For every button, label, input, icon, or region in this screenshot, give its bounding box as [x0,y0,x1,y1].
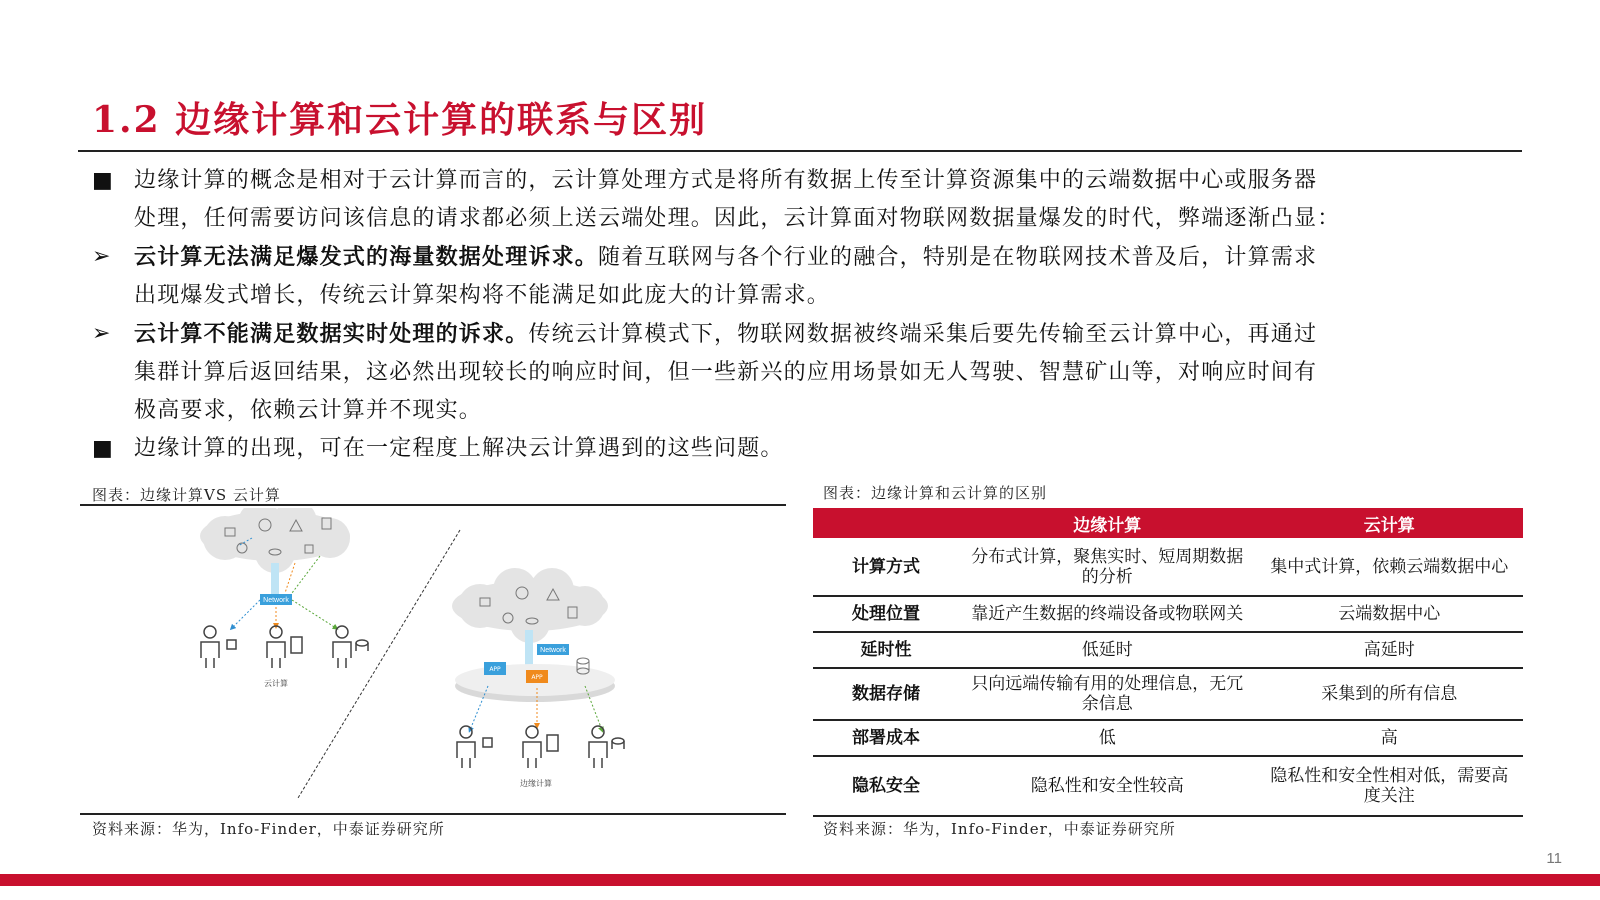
left-figure-top-rule [80,504,786,506]
worker-icons [457,726,624,768]
square-bullet-icon: ■ [92,436,114,461]
edge-computing-scene [452,568,624,788]
table-cell: 分布式计算，聚焦实时、短周期数据的分析 [959,538,1256,596]
row-header: 处理位置 [813,596,959,632]
footer-accent-bar [0,874,1600,886]
network-label: Network [263,597,289,604]
table-row [813,632,1523,668]
table-cell: 隐私性和安全性较高 [959,756,1256,816]
paragraph-line: 边缘计算的出现，可在一定程度上解决云计算遇到的这些问题。 [134,436,784,461]
edge-vs-cloud-diagram [80,508,786,813]
paragraph-heading: 云计算无法满足爆发式的海量数据处理诉求。 [134,244,599,270]
paragraph-line: 出现爆发式增长，传统云计算架构将不能满足如此庞大的计算需求。 [134,283,831,308]
paragraph-line: 处理，任何需要访问该信息的请求都必须上送云端处理。因此，云计算面对物联网数据量爆发的时代，弊端逐渐凸显： [134,206,1341,231]
left-figure-caption: 图表：边缘计算VS 云计算 [92,486,281,504]
page-title: 1.2 边缘计算和云计算的联系与区别 [92,99,708,141]
arrow-bullet-icon: ➢ [92,321,112,346]
table-row [813,720,1523,756]
paragraph-4 [92,430,1522,468]
table-header-cell: 边缘计算 [959,508,1256,538]
table-cell: 云端数据中心 [1256,596,1524,632]
table-header-cell [813,508,959,538]
table-row [813,538,1523,596]
paragraph-line: 随着互联网与各个行业的融合，特别是在物联网技术普及后，计算需求 [598,245,1318,270]
paragraph-line: 传统云计算模式下，物联网数据被终端采集后要先传输至云计算中心，再通过 [528,322,1318,347]
app-label: APP [489,666,501,673]
paragraph-line: 极高要求，依赖云计算并不现实。 [134,398,483,423]
table-row [813,668,1523,720]
paragraph-line: 边缘计算的概念是相对于云计算而言的，云计算处理方式是将所有数据上传至计算资源集中的云端数据中心或服务器 [134,168,1318,193]
table-row [813,756,1523,816]
table-header-cell: 云计算 [1256,508,1524,538]
body-text [92,162,1522,468]
table-cell: 集中式计算，依赖云端数据中心 [1256,538,1524,596]
right-table-caption: 图表：边缘计算和云计算的区别 [823,484,1048,502]
table-cell: 隐私性和安全性相对低，需要高度关注 [1256,756,1524,816]
table-cell: 采集到的所有信息 [1256,668,1524,720]
cloud-computing-scene [200,508,368,688]
left-figure-source: 资料来源：华为，Info-Finder，中泰证券研究所 [92,820,445,838]
cloud-computing-label: 云计算 [264,679,288,688]
separator-line [298,530,460,798]
right-table-source: 资料来源：华为，Info-Finder，中泰证券研究所 [823,820,1176,838]
left-figure-bottom-rule [80,813,786,815]
row-header: 数据存储 [813,668,959,720]
network-label: Network [540,647,566,654]
table-cell: 高延时 [1256,632,1524,668]
table-cell: 只向远端传输有用的处理信息，无冗余信息 [959,668,1256,720]
table-header-row [813,508,1523,538]
title-divider [78,150,1522,152]
table-cell: 低 [959,720,1256,756]
row-header: 隐私安全 [813,756,959,816]
row-header: 延时性 [813,632,959,668]
table-cell: 高 [1256,720,1524,756]
link-arrow [232,600,260,628]
table-row [813,596,1523,632]
paragraph-heading: 云计算不能满足数据实时处理的诉求。 [134,321,529,347]
worker-icons [201,626,368,668]
table-cell: 靠近产生数据的终端设备或物联网关 [959,596,1256,632]
cloud-uplink [271,563,279,595]
paragraph-2 [92,238,1522,315]
edge-computing-label: 边缘计算 [520,779,552,788]
cloud-uplink [525,630,533,670]
link-arrow [292,600,336,628]
arrow-bullet-icon: ➢ [92,244,112,269]
table-cell: 低延时 [959,632,1256,668]
app-label: APP [531,674,543,681]
page-number: 11 [1546,850,1562,867]
link-arrow [292,556,320,593]
square-bullet-icon: ■ [92,168,114,193]
paragraph-1 [92,162,1522,238]
row-header: 部署成本 [813,720,959,756]
paragraph-3 [92,315,1522,430]
paragraph-line: 集群计算后返回结果，这必然出现较长的响应时间，但一些新兴的应用场景如无人驾驶、智慧矿山等，对响应时间有 [134,360,1318,385]
row-header: 计算方式 [813,538,959,596]
comparison-table [813,508,1523,817]
